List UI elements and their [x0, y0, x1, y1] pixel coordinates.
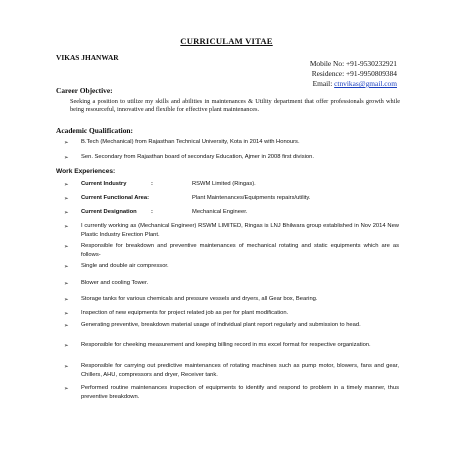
- work-item: Responsible for cheeking measurement and keeping billing record in ms excel format for respective organization.: [81, 342, 371, 348]
- field-colon: :: [151, 209, 153, 215]
- candidate-name: VIKAS JHANWAR: [56, 53, 119, 62]
- academic-item: B.Tech (Mechanical) from Rajasthan Technical University, Kota in 2014 with Honours.: [81, 139, 300, 145]
- work-experiences-heading: Work Experiences:: [56, 168, 116, 175]
- arrow-bullet-icon: ➢: [64, 155, 69, 161]
- arrow-bullet-icon: ➢: [64, 196, 69, 202]
- arrow-bullet-icon: ➢: [64, 343, 69, 349]
- arrow-bullet-icon: ➢: [64, 182, 69, 188]
- arrow-bullet-icon: ➢: [64, 244, 69, 250]
- work-item: Inspection of new equipments for project related job as per for plant modification.: [81, 310, 289, 316]
- academic-qualification-heading: Academic Qualification:: [56, 126, 133, 135]
- arrow-bullet-icon: ➢: [64, 364, 69, 370]
- arrow-bullet-icon: ➢: [64, 311, 69, 317]
- arrow-bullet-icon: ➢: [64, 281, 69, 287]
- current-designation-label: Current Designation: [81, 209, 137, 215]
- residence-label: Residence:: [311, 69, 345, 78]
- email-line: [310, 79, 397, 89]
- current-industry-value: RSWM Limited (Ringas).: [192, 181, 256, 187]
- career-objective-text: Seeking a position to utilize my skills and abilities in maintenances & Utility department that offer professionals growth while being resourceful, innovative and flexible for effective plant maintenances.: [70, 98, 400, 114]
- current-functional-area-label: Current Functional Area:: [81, 195, 150, 201]
- career-objective-heading: Career Objective:: [56, 86, 113, 95]
- current-designation-value: Mechanical Engineer.: [192, 209, 248, 215]
- work-item: Storage tanks for various chemicals and pressure vessels and dryers, all Gear box, Bearing.: [81, 296, 318, 302]
- email-label: Email:: [312, 79, 333, 88]
- arrow-bullet-icon: ➢: [64, 297, 69, 303]
- work-item: Responsible for breakdown and preventive maintenances of mechanical rotating and static equipments which are as follows-: [81, 243, 399, 258]
- residence-value: +91-9950809384: [346, 69, 397, 78]
- mobile-label: Mobile No:: [309, 59, 345, 68]
- document-title: CURRICULAM VITAE: [180, 36, 273, 46]
- work-item: I currently working as (Mechanical Engineer) RSWM LIMITED, Ringas is LNJ Bhilwara group established in Nov 2014 New Plastic Industry Erection Plant.: [81, 223, 399, 238]
- work-item: Single and double air compressor.: [81, 263, 169, 269]
- arrow-bullet-icon: ➢: [64, 140, 69, 146]
- current-functional-area-value: Plant Maintenances/Equipments repairs/utility.: [192, 195, 311, 201]
- arrow-bullet-icon: ➢: [64, 323, 69, 329]
- mobile-line: [310, 59, 397, 69]
- current-industry-label: Current Industry: [81, 181, 127, 187]
- residence-line: [310, 69, 397, 79]
- work-item: Responsible for carrying out predictive maintenances of rotating machines such as pump motor, blowers, fans and gear, Chillers, AHU, compressors and dryer, Receiver tank.: [81, 363, 399, 378]
- arrow-bullet-icon: ➢: [64, 210, 69, 216]
- email-link[interactable]: ctnvikas@gmail.com: [334, 79, 397, 88]
- academic-item: Sen. Secondary from Rajasthan board of secondary Education, Ajmer in 2008 first division.: [81, 154, 314, 160]
- mobile-value: +91-9530232921: [346, 59, 397, 68]
- work-item: Performed routine maintenances inspection of equipments to identify and respond to problem in a timely manner, thus preventive breakdown.: [81, 385, 399, 400]
- arrow-bullet-icon: ➢: [64, 264, 69, 270]
- arrow-bullet-icon: ➢: [64, 224, 69, 230]
- work-item: Blower and cooling Tower.: [81, 280, 149, 286]
- contact-block: [310, 59, 397, 89]
- arrow-bullet-icon: ➢: [64, 386, 69, 392]
- field-colon: :: [151, 181, 153, 187]
- work-item: Generating preventive, breakdown material usage of individual plant report regularly and submission to head.: [81, 322, 361, 328]
